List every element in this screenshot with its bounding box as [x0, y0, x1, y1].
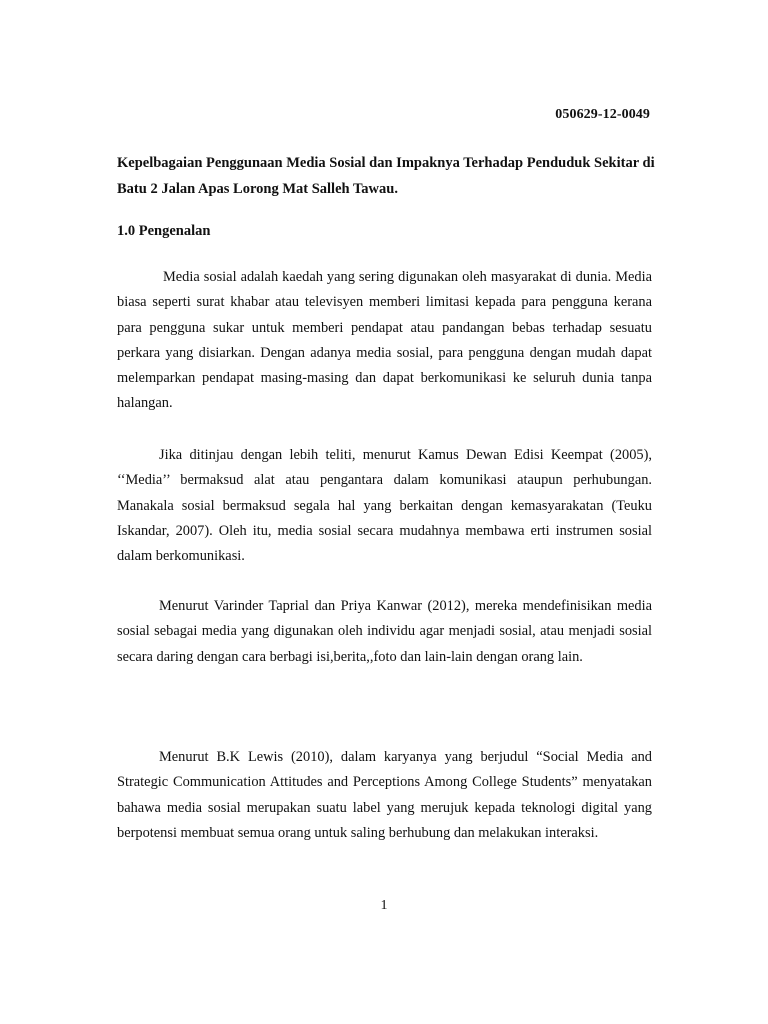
paragraph-1: Media sosial adalah kaedah yang sering digunakan oleh masyarakat di dunia. Media biasa seperti surat khabar atau televisyen memberi limitasi kepada para pengguna kerana para pengguna sukar untuk memberi pendapat atau pandangan bebas terhadap sesuatu perkara yang disiarkan. Dengan adanya media sosial, para pengguna dengan mudah dapat melemparkan pendapat masing-masing dan dapat berkomunikasi ke seluruh dunia tanpa halangan. [117, 269, 652, 412]
student-id-number: 050629-12-0049 [555, 107, 650, 122]
document-title: Kepelbagaian Penggunaan Media Sosial dan Impaknya Terhadap Penduduk Sekitar di Batu 2 Jalan Apas Lorong Mat Salleh Tawau. [117, 155, 655, 197]
section-heading: 1.0 Pengenalan [117, 223, 211, 239]
page-number: 1 [380, 898, 388, 913]
paragraph-2: Jika ditinjau dengan lebih teliti, menurut Kamus Dewan Edisi Keempat (2005), ‘‘Media’’ bermaksud alat atau pengantara dalam komunikasi ataupun perhubungan. Manakala sosial bermaksud segala hal yang berkaitan dengan kemasyarakatan (Teuku Iskandar, 2007). Oleh itu, media sosial secara mudahnya membawa erti instrumen sosial dalam berkomunikasi. [117, 447, 652, 565]
paragraph-3: Menurut Varinder Taprial dan Priya Kanwar (2012), mereka mendefinisikan media sosial sebagai media yang digunakan oleh individu agar menjadi sosial, atau menjadi sosial secara daring dengan cara berbagi isi,berita,,foto dan lain-lain dengan orang lain. [117, 598, 652, 665]
paragraph-4: Menurut B.K Lewis (2010), dalam karyanya yang berjudul “Social Media and Strategic Communication Attitudes and Perceptions Among College Students” menyatakan bahawa media sosial merupakan suatu label yang merujuk kepada teknologi digital yang berpotensi membuat semua orang untuk saling berhubung dan melakukan interaksi. [117, 749, 652, 841]
